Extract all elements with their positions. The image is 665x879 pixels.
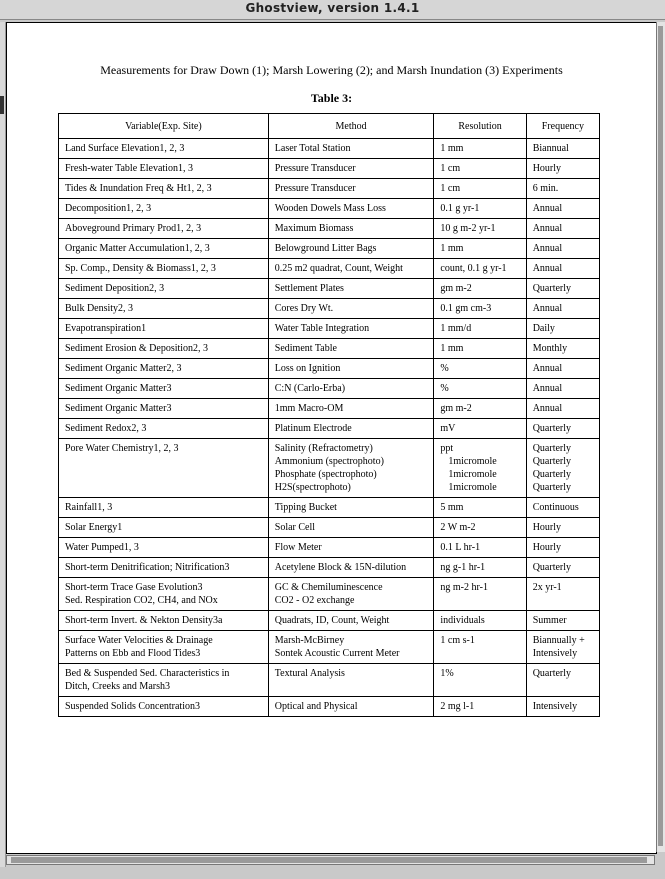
cell-method-line: Laser Total Station	[274, 143, 351, 154]
cell-variable	[59, 439, 269, 498]
cell-resolution	[434, 419, 526, 439]
cell-frequency	[526, 538, 599, 558]
cell-method	[268, 239, 434, 259]
cell-method	[268, 359, 434, 379]
cell-resolution	[434, 219, 526, 239]
cell-variable	[59, 631, 269, 664]
cell-method-line: 0.25 m2 quadrat, Count, Weight	[274, 263, 403, 274]
cell-resolution	[434, 239, 526, 259]
cell-method-line: Settlement Plates	[274, 283, 344, 294]
cell-variable-line: Decomposition1, 2, 3	[65, 203, 152, 214]
cell-variable	[59, 419, 269, 439]
table-row	[59, 279, 600, 299]
cell-resolution-line: 1micromole	[448, 469, 497, 480]
cell-variable	[59, 159, 269, 179]
table-row	[59, 259, 600, 279]
cell-variable-line: Evapotranspiration1	[65, 323, 147, 334]
table-row	[59, 518, 600, 538]
table-row	[59, 578, 600, 611]
cell-frequency-line: Annual	[532, 303, 563, 314]
cell-frequency-line: Annual	[532, 243, 563, 254]
cell-resolution	[434, 538, 526, 558]
cell-resolution	[434, 611, 526, 631]
cell-method-line: Loss on Ignition	[274, 363, 341, 374]
cell-variable	[59, 578, 269, 611]
cell-frequency	[526, 498, 599, 518]
table-row	[59, 664, 600, 697]
cell-frequency	[526, 419, 599, 439]
table-row	[59, 379, 600, 399]
cell-variable-line: Short-term Denitrification; Nitrification3	[65, 562, 230, 573]
cell-variable	[59, 239, 269, 259]
cell-resolution-line: 1 mm/d	[440, 323, 472, 334]
cell-frequency	[526, 319, 599, 339]
cell-variable	[59, 379, 269, 399]
cell-method-line: Belowground Litter Bags	[274, 243, 377, 254]
cell-method-line: Wooden Dowels Mass Loss	[274, 203, 386, 214]
cell-variable	[59, 558, 269, 578]
cell-resolution-line: ng m-2 hr-1	[440, 582, 488, 593]
cell-variable-line: Sp. Comp., Density & Biomass1, 2, 3	[65, 263, 216, 274]
cell-resolution-line: count, 0.1 g yr-1	[440, 263, 507, 274]
cell-frequency	[526, 664, 599, 697]
cell-resolution-line: 0.1 gm cm-3	[440, 303, 492, 314]
cell-variable	[59, 339, 269, 359]
cell-variable-line: Fresh-water Table Elevation1, 3	[65, 163, 193, 174]
cell-frequency	[526, 439, 599, 498]
cell-frequency-line: Continuous	[532, 502, 579, 513]
cell-frequency	[526, 139, 599, 159]
cell-method-line: H2S(spectrophoto)	[274, 482, 351, 493]
table-row	[59, 538, 600, 558]
cell-frequency-line: Biannually +	[532, 635, 585, 646]
cell-method	[268, 631, 434, 664]
cell-resolution-line: 1 mm	[440, 343, 464, 354]
table-row	[59, 319, 600, 339]
cell-frequency	[526, 199, 599, 219]
cell-method-line: Pressure Transducer	[274, 163, 356, 174]
cell-method-line: Platinum Electrode	[274, 423, 352, 434]
cell-method-line: Acetylene Block & 15N-dilution	[274, 562, 407, 573]
cell-variable	[59, 359, 269, 379]
cell-frequency-line: Quarterly	[532, 283, 572, 294]
document-title: Measurements for Draw Down (1); Marsh Lowering (2); and Marsh Inundation (3) Experiments	[100, 63, 563, 77]
cell-frequency-line: Hourly	[532, 542, 562, 553]
cell-resolution-line: 1%	[440, 668, 454, 679]
cell-method-line: Phosphate (spectrophoto)	[274, 469, 377, 480]
cell-resolution	[434, 631, 526, 664]
cell-variable	[59, 697, 269, 717]
cell-resolution	[434, 439, 526, 498]
cell-resolution	[434, 498, 526, 518]
cell-resolution	[434, 179, 526, 199]
cell-resolution	[434, 139, 526, 159]
table-row	[59, 399, 600, 419]
cell-method-line: GC & Chemiluminescence	[274, 582, 383, 593]
cell-frequency	[526, 239, 599, 259]
cell-frequency-line: Annual	[532, 263, 563, 274]
cell-frequency-line: Hourly	[532, 163, 562, 174]
cell-variable	[59, 279, 269, 299]
cell-variable	[59, 498, 269, 518]
cell-resolution-line: %	[440, 363, 449, 374]
cell-method	[268, 439, 434, 498]
cell-method-line: Textural Analysis	[274, 668, 345, 679]
cell-variable	[59, 538, 269, 558]
cell-frequency	[526, 697, 599, 717]
cell-resolution-line: 2 W m-2	[440, 522, 476, 533]
cell-variable	[59, 259, 269, 279]
cell-method-line: Tipping Bucket	[274, 502, 337, 513]
cell-resolution-line: ng g-1 hr-1	[440, 562, 486, 573]
cell-resolution	[434, 518, 526, 538]
cell-resolution-line: gm m-2	[440, 283, 472, 294]
cell-frequency-line: Monthly	[532, 343, 568, 354]
cell-resolution-line: 1 mm	[440, 143, 464, 154]
cell-frequency	[526, 359, 599, 379]
cell-frequency	[526, 399, 599, 419]
cell-method	[268, 578, 434, 611]
cell-variable-line: Water Pumped1, 3	[65, 542, 139, 553]
cell-resolution-line: mV	[440, 423, 456, 434]
cell-method-line: Maximum Biomass	[274, 223, 354, 234]
cell-frequency-line: Annual	[532, 203, 563, 214]
cell-frequency-line: 6 min.	[532, 183, 559, 194]
cell-frequency-line: Annual	[532, 383, 563, 394]
cell-method	[268, 399, 434, 419]
cell-frequency-line: Quarterly	[532, 668, 572, 679]
header-resolution: Resolution	[434, 114, 526, 139]
cell-method-line: Marsh-McBirney	[274, 635, 345, 646]
cell-variable-line: Sediment Organic Matter3	[65, 383, 172, 394]
cell-variable	[59, 399, 269, 419]
table-row	[59, 439, 600, 498]
cell-method-line: Salinity (Refractometry)	[274, 443, 373, 454]
cell-resolution-line: 1 mm	[440, 243, 464, 254]
cell-resolution-line: ppt	[440, 443, 454, 454]
cell-resolution	[434, 558, 526, 578]
header-frequency: Frequency	[526, 114, 599, 139]
cell-resolution	[434, 259, 526, 279]
cell-variable-line: Sediment Redox2, 3	[65, 423, 147, 434]
cell-method	[268, 299, 434, 319]
table-row	[59, 339, 600, 359]
cell-frequency-line: 2x yr-1	[532, 582, 562, 593]
cell-variable-line: Sediment Organic Matter2, 3	[65, 363, 182, 374]
table-row	[59, 697, 600, 717]
cell-variable-line: Short-term Invert. & Nekton Density3a	[65, 615, 223, 626]
cell-frequency	[526, 578, 599, 611]
cell-method	[268, 259, 434, 279]
cell-frequency-line: Annual	[532, 403, 563, 414]
table-row	[59, 631, 600, 664]
cell-resolution	[434, 359, 526, 379]
cell-resolution-line: 1micromole	[448, 456, 497, 467]
cell-frequency	[526, 379, 599, 399]
cell-resolution-line: gm m-2	[440, 403, 472, 414]
cell-frequency	[526, 558, 599, 578]
cell-resolution	[434, 339, 526, 359]
cell-resolution	[434, 399, 526, 419]
cell-method	[268, 419, 434, 439]
table-row	[59, 219, 600, 239]
table-row	[59, 419, 600, 439]
cell-variable-line: Short-term Trace Gase Evolution3	[65, 582, 203, 593]
cell-variable	[59, 611, 269, 631]
cell-method	[268, 219, 434, 239]
table-row	[59, 179, 600, 199]
cell-variable-line: Sediment Organic Matter3	[65, 403, 172, 414]
cell-resolution-line: 1 cm	[440, 183, 461, 194]
window-title-bar	[0, 0, 665, 20]
cell-frequency-line: Biannual	[532, 143, 569, 154]
cell-method-line: CO2 - O2 exchange	[274, 595, 355, 606]
cell-method	[268, 697, 434, 717]
cell-method-line: Ammonium (spectrophoto)	[274, 456, 384, 467]
cell-frequency	[526, 279, 599, 299]
cell-resolution	[434, 159, 526, 179]
cell-variable	[59, 299, 269, 319]
panel-marker	[0, 96, 4, 114]
cell-variable	[59, 518, 269, 538]
cell-variable-line: Pore Water Chemistry1, 2, 3	[65, 443, 179, 454]
cell-method-line: Cores Dry Wt.	[274, 303, 334, 314]
cell-method-line: Quadrats, ID, Count, Weight	[274, 615, 390, 626]
cell-resolution	[434, 697, 526, 717]
cell-method	[268, 611, 434, 631]
cell-variable-line: Land Surface Elevation1, 2, 3	[65, 143, 185, 154]
cell-method-line: Sediment Table	[274, 343, 337, 354]
cell-resolution-line: 5 mm	[440, 502, 464, 513]
cell-frequency-line: Quarterly	[532, 482, 572, 493]
cell-method-line: Water Table Integration	[274, 323, 370, 334]
cell-variable-line: Organic Matter Accumulation1, 2, 3	[65, 243, 210, 254]
cell-variable-line: Ditch, Creeks and Marsh3	[65, 681, 170, 692]
cell-resolution-line: individuals	[440, 615, 485, 626]
cell-frequency-line: Annual	[532, 363, 563, 374]
cell-method	[268, 179, 434, 199]
cell-method	[268, 518, 434, 538]
cell-method	[268, 379, 434, 399]
cell-variable	[59, 199, 269, 219]
cell-resolution	[434, 578, 526, 611]
cell-variable-line: Surface Water Velocities & Drainage	[65, 635, 213, 646]
cell-resolution	[434, 199, 526, 219]
table-row	[59, 299, 600, 319]
cell-method	[268, 558, 434, 578]
cell-method	[268, 279, 434, 299]
cell-frequency-line: Quarterly	[532, 562, 572, 573]
cell-variable-line: Bed & Suspended Sed. Characteristics in	[65, 668, 230, 679]
cell-variable	[59, 179, 269, 199]
cell-resolution-line: 1micromole	[448, 482, 497, 493]
table-row	[59, 159, 600, 179]
cell-method-line: 1mm Macro-OM	[274, 403, 344, 414]
horizontal-scrollbar[interactable]	[6, 855, 655, 865]
cell-resolution	[434, 299, 526, 319]
cell-frequency	[526, 159, 599, 179]
cell-frequency-line: Daily	[532, 323, 555, 334]
table-title: Table 3:	[310, 91, 353, 105]
cell-variable-line: Patterns on Ebb and Flood Tides3	[65, 648, 201, 659]
cell-frequency	[526, 631, 599, 664]
vertical-scroll-thumb[interactable]	[658, 26, 663, 846]
cell-variable-line: Bulk Density2, 3	[65, 303, 134, 314]
cell-resolution	[434, 664, 526, 697]
cell-resolution-line: 1 cm	[440, 163, 461, 174]
cell-frequency	[526, 299, 599, 319]
cell-method-line: Flow Meter	[274, 542, 322, 553]
cell-variable-line: Sediment Erosion & Deposition2, 3	[65, 343, 209, 354]
cell-method-line: Sontek Acoustic Current Meter	[274, 648, 400, 659]
cell-method	[268, 538, 434, 558]
cell-frequency-line: Quarterly	[532, 443, 572, 454]
table-row	[59, 199, 600, 219]
cell-variable-line: Suspended Solids Concentration3	[65, 701, 200, 712]
table-row	[59, 611, 600, 631]
cell-variable	[59, 319, 269, 339]
cell-variable-line: Aboveground Primary Prod1, 2, 3	[65, 223, 202, 234]
cell-frequency-line: Quarterly	[532, 423, 572, 434]
cell-method-line: Optical and Physical	[274, 701, 358, 712]
cell-frequency	[526, 179, 599, 199]
cell-method	[268, 498, 434, 518]
cell-method	[268, 139, 434, 159]
horizontal-scroll-thumb[interactable]	[11, 857, 647, 863]
table-row	[59, 239, 600, 259]
cell-resolution-line: 2 mg l-1	[440, 701, 475, 712]
table-row	[59, 359, 600, 379]
cell-method	[268, 339, 434, 359]
cell-frequency-line: Hourly	[532, 522, 562, 533]
cell-frequency	[526, 259, 599, 279]
cell-frequency	[526, 518, 599, 538]
cell-frequency	[526, 611, 599, 631]
cell-method-line: Pressure Transducer	[274, 183, 356, 194]
cell-resolution-line: 10 g m-2 yr-1	[440, 223, 496, 234]
document-viewport[interactable]	[6, 22, 657, 854]
cell-resolution	[434, 379, 526, 399]
cell-method-line: Solar Cell	[274, 522, 316, 533]
cell-frequency-line: Annual	[532, 223, 563, 234]
cell-method	[268, 159, 434, 179]
cell-resolution	[434, 319, 526, 339]
measurements-table	[58, 113, 600, 717]
cell-method	[268, 199, 434, 219]
window-title: Ghostview, version 1.4.1	[245, 1, 420, 15]
cell-frequency-line: Intensively	[532, 701, 578, 712]
cell-method	[268, 319, 434, 339]
cell-variable	[59, 139, 269, 159]
table-row	[59, 558, 600, 578]
cell-variable-line: Sediment Deposition2, 3	[65, 283, 165, 294]
cell-variable-line: Rainfall1, 3	[65, 502, 113, 513]
cell-frequency-line: Summer	[532, 615, 567, 626]
cell-resolution-line: %	[440, 383, 449, 394]
table-row	[59, 498, 600, 518]
cell-frequency-line: Intensively	[532, 648, 578, 659]
table-row	[59, 139, 600, 159]
cell-variable-line: Solar Energy1	[65, 522, 123, 533]
cell-method	[268, 664, 434, 697]
table-header-row	[59, 114, 600, 139]
header-method: Method	[268, 114, 434, 139]
cell-frequency-line: Quarterly	[532, 456, 572, 467]
cell-resolution-line: 0.1 g yr-1	[440, 203, 480, 214]
cell-variable	[59, 219, 269, 239]
table-body	[59, 139, 600, 717]
cell-resolution	[434, 279, 526, 299]
header-variable: Variable(Exp. Site)	[59, 114, 269, 139]
cell-variable	[59, 664, 269, 697]
cell-frequency-line: Quarterly	[532, 469, 572, 480]
cell-method-line: C:N (Carlo-Erba)	[274, 383, 346, 394]
cell-variable-line: Tides & Inundation Freq & Ht1, 2, 3	[65, 183, 212, 194]
cell-frequency	[526, 219, 599, 239]
cell-variable-line: Sed. Respiration CO2, CH4, and NOx	[65, 595, 218, 606]
cell-frequency	[526, 339, 599, 359]
cell-resolution-line: 1 cm s-1	[440, 635, 475, 646]
vertical-scrollbar[interactable]	[656, 22, 665, 852]
cell-resolution-line: 0.1 L hr-1	[440, 542, 481, 553]
